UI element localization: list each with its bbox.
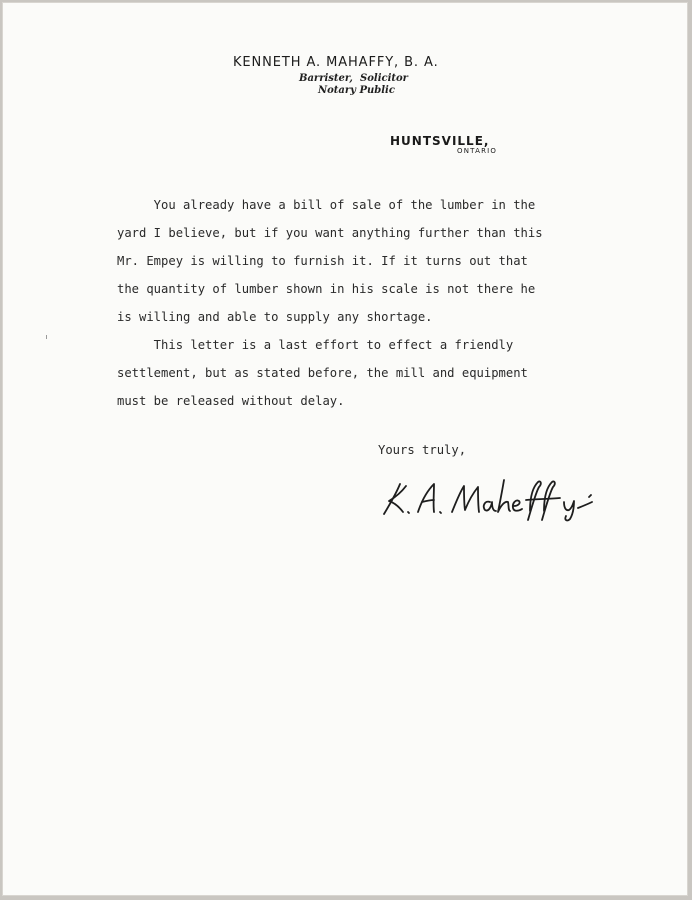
letter-body bbox=[117, 191, 617, 415]
paper-speck bbox=[46, 335, 47, 339]
body-line: This letter is a last effort to effect a friendly bbox=[117, 338, 514, 352]
letterhead-title-notary: Notary Public bbox=[318, 85, 395, 96]
letterhead-title-solicitor: Solicitor bbox=[360, 73, 408, 84]
body-line: the quantity of lumber shown in his scale is not there he bbox=[117, 282, 536, 296]
handwritten-signature bbox=[378, 472, 618, 522]
valediction: Yours truly, bbox=[378, 443, 467, 457]
body-line: is willing and able to supply any shortage. bbox=[117, 310, 433, 324]
letter-page bbox=[2, 2, 688, 896]
letterhead-name: KENNETH A. MAHAFFY, B. A. bbox=[233, 55, 439, 70]
location-city: HUNTSVILLE, bbox=[390, 134, 490, 148]
body-line: You already have a bill of sale of the lumber in the bbox=[117, 198, 536, 212]
body-line: Mr. Empey is willing to furnish it. If it turns out that bbox=[117, 254, 528, 268]
letterhead-title-barrister: Barrister, bbox=[299, 73, 353, 84]
body-line: must be released without delay. bbox=[117, 394, 345, 408]
body-line: settlement, but as stated before, the mill and equipment bbox=[117, 366, 528, 380]
body-line: yard I believe, but if you want anything further than this bbox=[117, 226, 543, 240]
location-province: ONTARIO bbox=[457, 147, 498, 155]
